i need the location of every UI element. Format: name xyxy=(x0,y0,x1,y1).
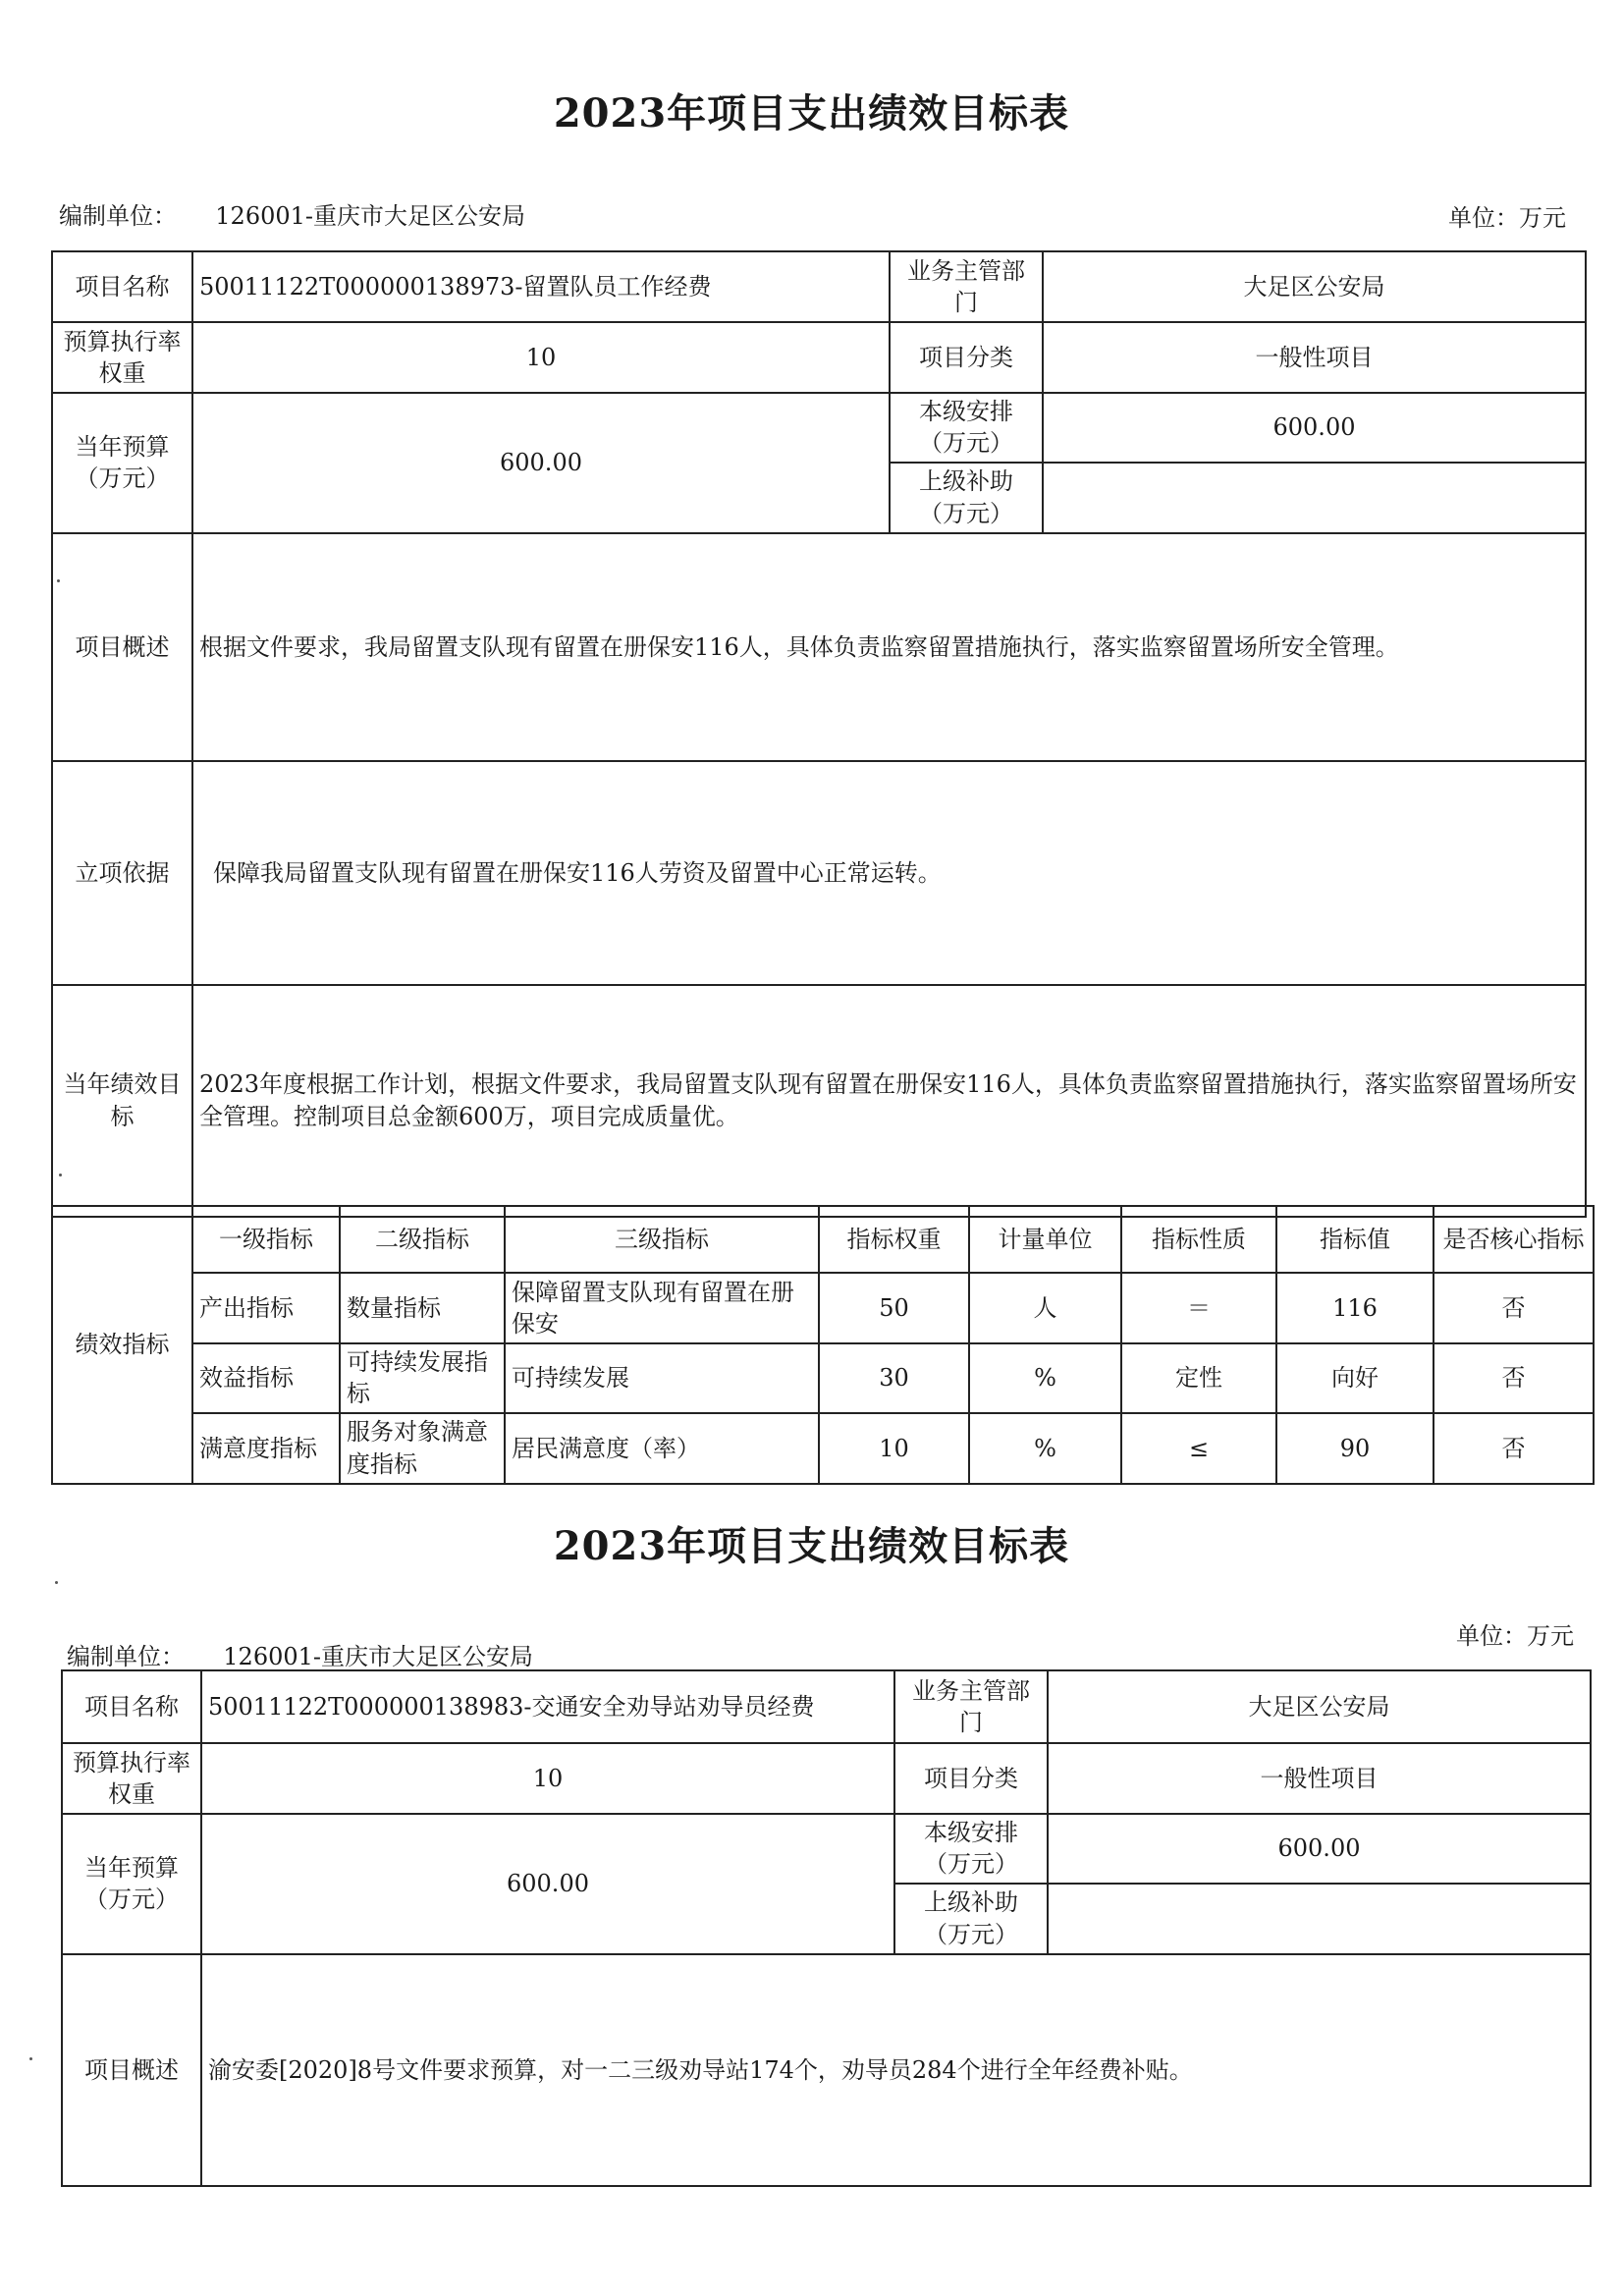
subsidy-value xyxy=(1048,1884,1591,1954)
goal-text: 2023年度根据工作计划，根据文件要求，我局留置支队现有留置在册保安116人，具体负责监察留置措施执行，落实监察留置场所安全管理。控制项目总金额600万，项目完成质量优。 xyxy=(192,985,1586,1217)
cell-value: 90 xyxy=(1276,1413,1434,1484)
cell-nature: ＝ xyxy=(1121,1273,1276,1343)
unit-line xyxy=(67,1637,533,1671)
scan-speck xyxy=(57,579,60,582)
cell-core: 否 xyxy=(1434,1343,1594,1413)
cell-level3: 可持续发展 xyxy=(505,1343,819,1413)
project-name-value: 50011122T000000138983-交通安全劝导站劝导员经费 xyxy=(201,1670,894,1743)
budget-label: 当年预算（万元） xyxy=(62,1814,201,1954)
overview-label: 项目概述 xyxy=(62,1954,201,2186)
scan-speck xyxy=(55,1581,58,1584)
dept-label: 业务主管部门 xyxy=(890,251,1043,322)
subsidy-label: 上级补助（万元） xyxy=(894,1884,1048,1954)
dept-value: 大足区公安局 xyxy=(1043,251,1586,322)
header-level3: 三级指标 xyxy=(505,1206,819,1273)
overview-text: 根据文件要求，我局留置支队现有留置在册保安116人，具体负责监察留置措施执行，落实监察留置场所安全管理。 xyxy=(192,533,1586,761)
cell-unit: % xyxy=(969,1413,1121,1484)
dept-value: 大足区公安局 xyxy=(1048,1670,1591,1743)
scan-speck xyxy=(29,2057,32,2060)
category-label: 项目分类 xyxy=(894,1743,1048,1814)
budget-label: 当年预算（万元） xyxy=(52,393,192,533)
project-info-table xyxy=(51,250,1587,1218)
weight-label: 预算执行率权重 xyxy=(52,322,192,393)
table-row xyxy=(52,1413,1594,1484)
local-label: 本级安排（万元） xyxy=(894,1814,1048,1884)
cell-core: 否 xyxy=(1434,1413,1594,1484)
unit-value: 126001-重庆市大足区公安局 xyxy=(223,1643,534,1670)
project-name-label: 项目名称 xyxy=(62,1670,201,1743)
scan-speck xyxy=(59,1174,62,1176)
budget-value: 600.00 xyxy=(201,1814,894,1954)
overview-label: 项目概述 xyxy=(52,533,192,761)
cell-level1: 效益指标 xyxy=(192,1343,340,1413)
cell-weight: 10 xyxy=(819,1413,969,1484)
cell-value: 向好 xyxy=(1276,1343,1434,1413)
unit-value: 126001-重庆市大足区公安局 xyxy=(215,202,526,230)
indicator-table xyxy=(51,1205,1595,1485)
local-value: 600.00 xyxy=(1048,1814,1591,1884)
header-level1: 一级指标 xyxy=(192,1206,340,1273)
local-value: 600.00 xyxy=(1043,393,1586,463)
cell-level1: 满意度指标 xyxy=(192,1413,340,1484)
category-value: 一般性项目 xyxy=(1048,1743,1591,1814)
subsidy-label: 上级补助（万元） xyxy=(890,463,1043,533)
budget-value: 600.00 xyxy=(192,393,890,533)
cell-unit: % xyxy=(969,1343,1121,1413)
goal-label: 当年绩效目标 xyxy=(52,985,192,1217)
form-title: 2023年项目支出绩效目标表 xyxy=(553,1523,1070,1569)
cell-core: 否 xyxy=(1434,1273,1594,1343)
category-value: 一般性项目 xyxy=(1043,322,1586,393)
table-row xyxy=(52,1343,1594,1413)
weight-label: 预算执行率权重 xyxy=(62,1743,201,1814)
overview-text: 渝安委[2020]8号文件要求预算，对一二三级劝导站174个，劝导员284个进行全年经费补贴。 xyxy=(201,1954,1591,2186)
basis-text: 保障我局留置支队现有留置在册保安116人劳资及留置中心正常运转。 xyxy=(192,761,1586,985)
header-value: 指标值 xyxy=(1276,1206,1434,1273)
cell-level1: 产出指标 xyxy=(192,1273,340,1343)
form-title: 2023年项目支出绩效目标表 xyxy=(553,90,1070,137)
cell-level3: 保障留置支队现有留置在册保安 xyxy=(505,1273,819,1343)
unit-label: 编制单位： xyxy=(59,202,177,230)
cell-weight: 30 xyxy=(819,1343,969,1413)
header-core: 是否核心指标 xyxy=(1434,1206,1594,1273)
project-info-table xyxy=(61,1669,1592,2187)
header-level2: 二级指标 xyxy=(340,1206,505,1273)
currency-label: 单位：万元 xyxy=(1456,1622,1574,1650)
basis-label: 立项依据 xyxy=(52,761,192,985)
dept-label: 业务主管部门 xyxy=(894,1670,1048,1743)
weight-value: 10 xyxy=(192,322,890,393)
unit-label: 编制单位： xyxy=(67,1643,185,1670)
currency-label: 单位：万元 xyxy=(1448,204,1566,232)
project-name-label: 项目名称 xyxy=(52,251,192,322)
header-weight: 指标权重 xyxy=(819,1206,969,1273)
local-label: 本级安排（万元） xyxy=(890,393,1043,463)
indicator-label: 绩效指标 xyxy=(52,1206,192,1484)
header-nature: 指标性质 xyxy=(1121,1206,1276,1273)
cell-unit: 人 xyxy=(969,1273,1121,1343)
project-name-value: 50011122T000000138973-留置队员工作经费 xyxy=(192,251,890,322)
subsidy-value xyxy=(1043,463,1586,533)
table-row xyxy=(52,1273,1594,1343)
cell-level3: 居民满意度（率） xyxy=(505,1413,819,1484)
header-unit: 计量单位 xyxy=(969,1206,1121,1273)
cell-nature: 定性 xyxy=(1121,1343,1276,1413)
cell-level2: 可持续发展指标 xyxy=(340,1343,505,1413)
cell-weight: 50 xyxy=(819,1273,969,1343)
weight-value: 10 xyxy=(201,1743,894,1814)
cell-level2: 服务对象满意度指标 xyxy=(340,1413,505,1484)
cell-level2: 数量指标 xyxy=(340,1273,505,1343)
category-label: 项目分类 xyxy=(890,322,1043,393)
unit-line xyxy=(59,196,525,231)
cell-nature: ≤ xyxy=(1121,1413,1276,1484)
cell-value: 116 xyxy=(1276,1273,1434,1343)
